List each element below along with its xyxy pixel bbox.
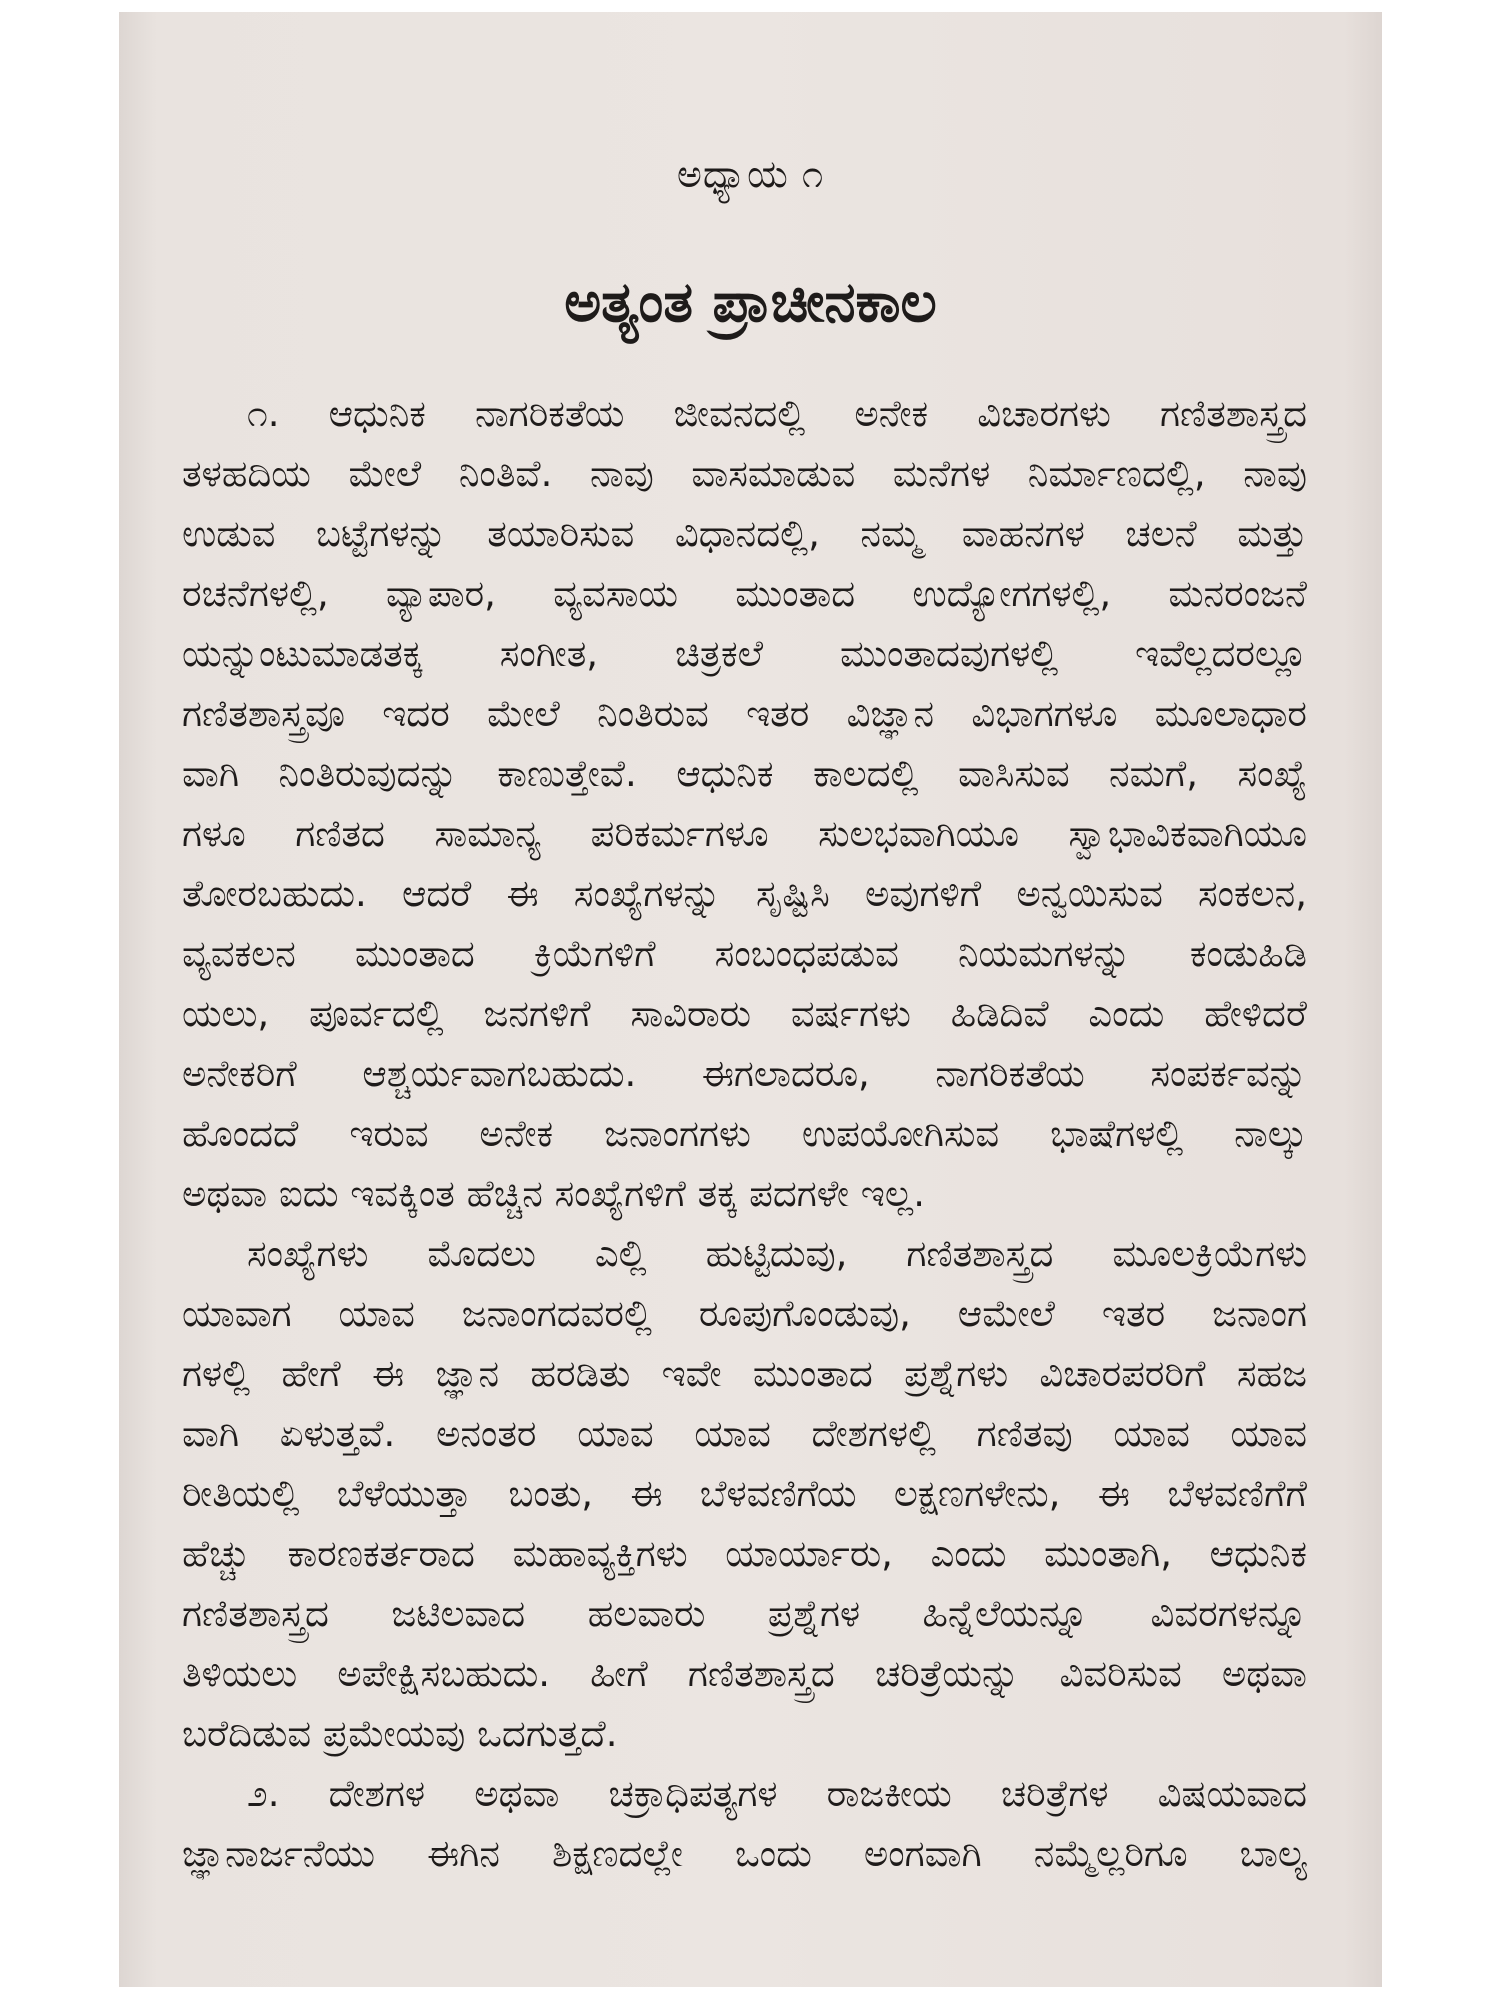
text-line: ಸಂಖ್ಯೆಗಳು ಮೊದಲು ಎಲ್ಲಿ ಹುಟ್ಟಿದುವು, ಗಣಿತಶಾಸ್ತ್ರದ ಮೂಲಕ್ರಿಯೆಗಳು bbox=[247, 1232, 1307, 1275]
paragraph bbox=[182, 1764, 1307, 1884]
body-text bbox=[182, 384, 1307, 1884]
text-line: ಯಲು, ಪೂರ್ವದಲ್ಲಿ ಜನಗಳಿಗೆ ಸಾವಿರಾರು ವರ್ಷಗಳು ಹಿಡಿದಿವೆ ಎಂದು ಹೇಳಿದರೆ bbox=[182, 992, 1307, 1035]
paragraph bbox=[182, 384, 1307, 1224]
text-line: ಗಳೂ ಗಣಿತದ ಸಾಮಾನ್ಯ ಪರಿಕರ್ಮಗಳೂ ಸುಲಭವಾಗಿಯೂ ಸ್ವಾಭಾವಿಕವಾಗಿಯೂ bbox=[182, 812, 1307, 855]
text-line: ಜ್ಞಾನಾರ್ಜನೆಯು ಈಗಿನ ಶಿಕ್ಷಣದಲ್ಲೇ ಒಂದು ಅಂಗವಾಗಿ ನಮ್ಮೆಲ್ಲರಿಗೂ ಬಾಲ್ಯ bbox=[182, 1832, 1307, 1875]
text-line: ವಾಗಿ ನಿಂತಿರುವುದನ್ನು ಕಾಣುತ್ತೇವೆ. ಆಧುನಿಕ ಕಾಲದಲ್ಲಿ ವಾಸಿಸುವ ನಮಗೆ, ಸಂಖ್ಯೆ bbox=[182, 752, 1307, 795]
text-line: ರೀತಿಯಲ್ಲಿ ಬೆಳೆಯುತ್ತಾ ಬಂತು, ಈ ಬೆಳವಣಿಗೆಯ ಲಕ್ಷಣಗಳೇನು, ಈ ಬೆಳವಣಿಗೆಗೆ bbox=[182, 1472, 1307, 1515]
text-line: ಅಥವಾ ಐದು ಇವಕ್ಕಿಂತ ಹೆಚ್ಚಿನ ಸಂಖ್ಯೆಗಳಿಗೆ ತಕ್ಕ ಪದಗಳೇ ಇಲ್ಲ. bbox=[182, 1172, 925, 1215]
text-line: ೨. ದೇಶಗಳ ಅಥವಾ ಚಕ್ರಾಧಿಪತ್ಯಗಳ ರಾಜಕೀಯ ಚರಿತ್ರೆಗಳ ವಿಷಯವಾದ bbox=[247, 1772, 1307, 1815]
text-line: ಅನೇಕರಿಗೆ ಆಶ್ಚರ್ಯವಾಗಬಹುದು. ಈಗಲಾದರೂ, ನಾಗರಿಕತೆಯ ಸಂಪರ್ಕವನ್ನು bbox=[182, 1052, 1307, 1095]
text-line: ಯಾವಾಗ ಯಾವ ಜನಾಂಗದವರಲ್ಲಿ ರೂಪುಗೊಂಡುವು, ಆಮೇಲೆ ಇತರ ಜನಾಂಗ bbox=[182, 1292, 1307, 1335]
chapter-title: ಅತ್ಯಂತ ಪ್ರಾಚೀನಕಾಲ bbox=[564, 270, 937, 335]
chapter-label: ಅಧ್ಯಾಯ ೧ bbox=[676, 152, 825, 196]
paragraph bbox=[182, 1224, 1307, 1764]
text-line: ಹೆಚ್ಚು ಕಾರಣಕರ್ತರಾದ ಮಹಾವ್ಯಕ್ತಿಗಳು ಯಾರ್ಯಾರು, ಎಂದು ಮುಂತಾಗಿ, ಆಧುನಿಕ bbox=[182, 1532, 1307, 1575]
text-line: ಯನ್ನುಂಟುಮಾಡತಕ್ಕ ಸಂಗೀತ, ಚಿತ್ರಕಲೆ ಮುಂತಾದವುಗಳಲ್ಲಿ ಇವೆಲ್ಲದರಲ್ಲೂ bbox=[182, 632, 1307, 675]
text-line: ತಳಹದಿಯ ಮೇಲೆ ನಿಂತಿವೆ. ನಾವು ವಾಸಮಾಡುವ ಮನೆಗಳ ನಿರ್ಮಾಣದಲ್ಲಿ, ನಾವು bbox=[182, 452, 1307, 495]
book-page bbox=[119, 12, 1382, 1987]
text-line: ತೋರಬಹುದು. ಆದರೆ ಈ ಸಂಖ್ಯೆಗಳನ್ನು ಸೃಷ್ಟಿಸಿ ಅವುಗಳಿಗೆ ಅನ್ವಯಿಸುವ ಸಂಕಲನ, bbox=[182, 872, 1307, 915]
text-line: ಗಣಿತಶಾಸ್ತ್ರವೂ ಇದರ ಮೇಲೆ ನಿಂತಿರುವ ಇತರ ವಿಜ್ಞಾನ ವಿಭಾಗಗಳೂ ಮೂಲಾಧಾರ bbox=[182, 692, 1307, 735]
text-line: ವ್ಯವಕಲನ ಮುಂತಾದ ಕ್ರಿಯೆಗಳಿಗೆ ಸಂಬಂಧಪಡುವ ನಿಯಮಗಳನ್ನು ಕಂಡುಹಿಡಿ bbox=[182, 932, 1307, 975]
text-line: ಗಣಿತಶಾಸ್ತ್ರದ ಜಟಿಲವಾದ ಹಲವಾರು ಪ್ರಶ್ನೆಗಳ ಹಿನ್ನೆಲೆಯನ್ನೂ ವಿವರಗಳನ್ನೂ bbox=[182, 1592, 1307, 1635]
text-line: ಉಡುವ ಬಟ್ಟೆಗಳನ್ನು ತಯಾರಿಸುವ ವಿಧಾನದಲ್ಲಿ, ನಮ್ಮ ವಾಹನಗಳ ಚಲನೆ ಮತ್ತು bbox=[182, 512, 1307, 555]
text-line: ಬರೆದಿಡುವ ಪ್ರಮೇಯವು ಒದಗುತ್ತದೆ. bbox=[182, 1712, 618, 1755]
text-line: ಹೊಂದದೆ ಇರುವ ಅನೇಕ ಜನಾಂಗಗಳು ಉಪಯೋಗಿಸುವ ಭಾಷೆಗಳಲ್ಲಿ ನಾಲ್ಕು bbox=[182, 1112, 1307, 1155]
text-line: ತಿಳಿಯಲು ಅಪೇಕ್ಷಿಸಬಹುದು. ಹೀಗೆ ಗಣಿತಶಾಸ್ತ್ರದ ಚರಿತ್ರೆಯನ್ನು ವಿವರಿಸುವ ಅಥವಾ bbox=[182, 1652, 1307, 1695]
text-line: ಗಳಲ್ಲಿ ಹೇಗೆ ಈ ಜ್ಞಾನ ಹರಡಿತು ಇವೇ ಮುಂತಾದ ಪ್ರಶ್ನೆಗಳು ವಿಚಾರಪರರಿಗೆ ಸಹಜ bbox=[182, 1352, 1307, 1395]
text-line: ರಚನೆಗಳಲ್ಲಿ, ವ್ಯಾಪಾರ, ವ್ಯವಸಾಯ ಮುಂತಾದ ಉದ್ಯೋಗಗಳಲ್ಲಿ, ಮನರಂಜನೆ bbox=[182, 572, 1307, 615]
text-line: ೧. ಆಧುನಿಕ ನಾಗರಿಕತೆಯ ಜೀವನದಲ್ಲಿ ಅನೇಕ ವಿಚಾರಗಳು ಗಣಿತಶಾಸ್ತ್ರದ bbox=[247, 392, 1307, 435]
text-line: ವಾಗಿ ಏಳುತ್ತವೆ. ಅನಂತರ ಯಾವ ಯಾವ ದೇಶಗಳಲ್ಲಿ ಗಣಿತವು ಯಾವ ಯಾವ bbox=[182, 1412, 1307, 1455]
